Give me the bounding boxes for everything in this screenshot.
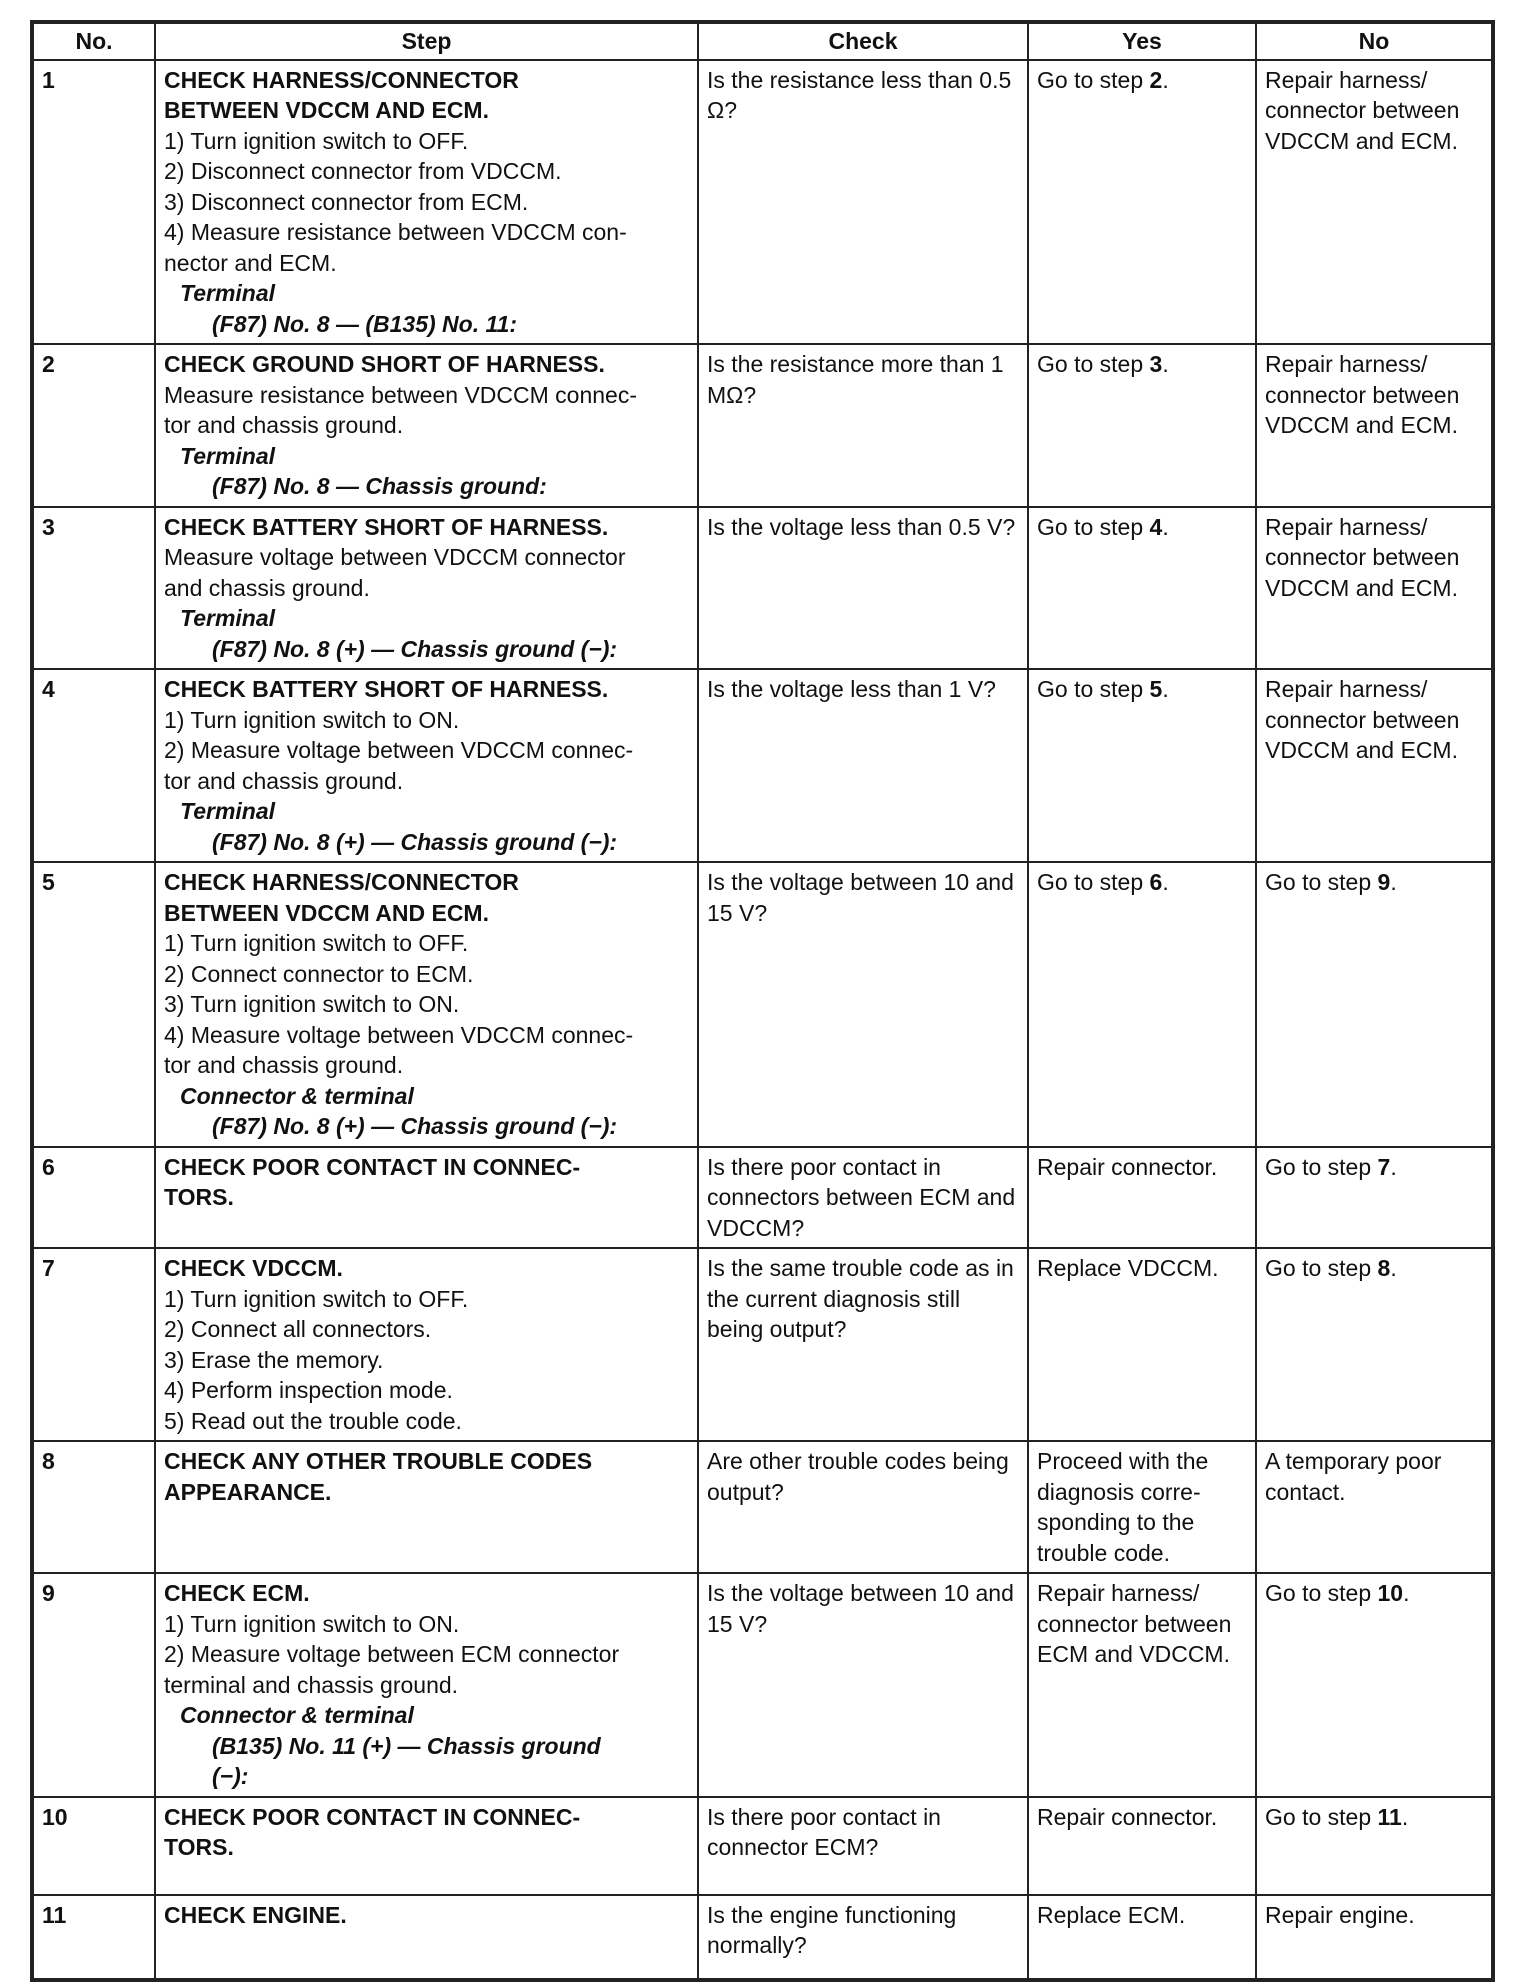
header-check: Check <box>698 22 1028 60</box>
step-cell <box>155 1573 698 1797</box>
terminal-spec: (F87) No. 8 (+) — Chassis ground (−): <box>212 635 618 662</box>
yes-text: Go to step <box>1037 513 1150 540</box>
step-cell <box>155 1441 698 1573</box>
step-title: CHECK ECM. <box>164 1580 310 1606</box>
no-cell <box>1256 1248 1493 1441</box>
step-instruction: tor and chassis ground. <box>164 767 404 794</box>
step-instruction: 2) Disconnect connector from VDCCM. <box>164 158 562 184</box>
no-cell <box>1256 669 1493 862</box>
step-instruction: and chassis ground. <box>164 574 370 601</box>
no-period: . <box>1401 1803 1409 1830</box>
no-text: Repair engine. <box>1265 1901 1415 1928</box>
step-instruction: 1) Turn ignition switch to OFF. <box>164 930 469 956</box>
step-instruction: 2) Connect connector to ECM. <box>164 960 474 987</box>
header-no: No. <box>32 22 155 60</box>
check-cell: Is there poor contact in connectors between ECM and VDCCM? <box>698 1147 1028 1249</box>
yes-step-number: 4 <box>1149 513 1163 540</box>
terminal-label: Connector & terminal <box>180 1702 414 1728</box>
table-row <box>32 507 1493 670</box>
step-instruction: tor and chassis ground. <box>164 412 404 438</box>
step-title: TORS. <box>164 1834 234 1860</box>
no-cell <box>1256 1441 1493 1573</box>
yes-period: . <box>1162 676 1169 702</box>
table-row <box>32 1147 1493 1249</box>
table-row <box>32 344 1493 507</box>
step-instruction: 4) Perform inspection mode. <box>164 1377 453 1403</box>
step-title: CHECK BATTERY SHORT OF HARNESS. <box>164 513 609 540</box>
step-title: CHECK POOR CONTACT IN CONNEC- <box>164 1153 581 1180</box>
step-instruction: terminal and chassis ground. <box>164 1671 459 1698</box>
no-cell <box>1256 1895 1493 1980</box>
yes-cell <box>1028 1441 1256 1573</box>
no-step-number: 8 <box>1377 1255 1391 1281</box>
no-text: Repair harness/ connector between VDCCM and ECM. <box>1265 676 1460 763</box>
step-title: CHECK HARNESS/CONNECTOR <box>164 869 519 895</box>
no-text: Go to step <box>1265 1803 1378 1830</box>
yes-step-number: 6 <box>1149 869 1163 895</box>
check-cell: Is the voltage between 10 and 15 V? <box>698 1573 1028 1797</box>
table-row <box>32 1797 1493 1895</box>
terminal-spec: (F87) No. 8 — Chassis ground: <box>212 473 547 499</box>
header-row <box>32 22 1493 60</box>
yes-step-number: 3 <box>1149 351 1163 377</box>
step-instruction: 2) Connect all connectors. <box>164 1316 432 1342</box>
step-title: CHECK BATTERY SHORT OF HARNESS. <box>164 676 609 702</box>
step-cell <box>155 1895 698 1980</box>
table-body <box>32 60 1493 1980</box>
row-number: 8 <box>32 1441 155 1573</box>
no-step-number: 9 <box>1377 869 1391 895</box>
table-row <box>32 60 1493 345</box>
yes-cell <box>1028 1248 1256 1441</box>
step-title: TORS. <box>164 1184 234 1210</box>
step-instruction: 3) Erase the memory. <box>164 1346 384 1373</box>
yes-cell <box>1028 1797 1256 1895</box>
step-instruction: Measure resistance between VDCCM connec- <box>164 381 637 408</box>
terminal-spec: (−): <box>212 1763 249 1789</box>
terminal-spec: (F87) No. 8 (+) — Chassis ground (−): <box>212 1113 618 1139</box>
terminal-label: Terminal <box>180 280 276 306</box>
row-number: 7 <box>32 1248 155 1441</box>
diagnostic-table <box>30 20 1495 1982</box>
row-number: 2 <box>32 344 155 507</box>
step-title: CHECK ANY OTHER TROUBLE CODES <box>164 1448 593 1474</box>
no-text: Go to step <box>1265 1255 1378 1281</box>
step-title: APPEARANCE. <box>164 1478 332 1505</box>
no-step-number: 11 <box>1377 1803 1402 1830</box>
yes-period: . <box>1162 513 1169 540</box>
step-instruction: 3) Disconnect connector from ECM. <box>164 188 529 215</box>
no-cell <box>1256 1147 1493 1249</box>
step-title: CHECK GROUND SHORT OF HARNESS. <box>164 351 605 377</box>
header-no-result: No <box>1256 22 1493 60</box>
check-cell: Are other trouble codes being output? <box>698 1441 1028 1573</box>
no-text: Go to step <box>1265 1580 1378 1606</box>
step-instruction: 4) Measure voltage between VDCCM connec- <box>164 1021 634 1048</box>
table-row <box>32 1895 1493 1980</box>
no-period: . <box>1390 1255 1397 1281</box>
step-instruction: 1) Turn ignition switch to OFF. <box>164 127 469 154</box>
step-cell <box>155 60 698 345</box>
step-instruction: Measure voltage between VDCCM connector <box>164 544 626 570</box>
no-cell <box>1256 862 1493 1147</box>
step-instruction: tor and chassis ground. <box>164 1052 404 1078</box>
yes-step-number: 2 <box>1149 66 1163 93</box>
yes-text: Repair connector. <box>1037 1153 1218 1180</box>
table-row <box>32 1441 1493 1573</box>
step-instruction: 2) Measure voltage between VDCCM connec- <box>164 737 634 763</box>
yes-text: Replace ECM. <box>1037 1901 1186 1928</box>
check-cell: Is the voltage less than 1 V? <box>698 669 1028 862</box>
step-cell <box>155 1147 698 1249</box>
yes-cell <box>1028 862 1256 1147</box>
no-text: Go to step <box>1265 869 1378 895</box>
table-row <box>32 1573 1493 1797</box>
step-instruction: 3) Turn ignition switch to ON. <box>164 991 460 1017</box>
terminal-spec: (F87) No. 8 — (B135) No. 11: <box>212 310 518 337</box>
no-text: Go to step <box>1265 1153 1378 1180</box>
yes-period: . <box>1162 869 1169 895</box>
no-text: Repair harness/ connector between VDCCM and ECM. <box>1265 513 1460 601</box>
no-cell <box>1256 507 1493 670</box>
yes-cell <box>1028 1895 1256 1980</box>
no-text: A temporary poor contact. <box>1265 1448 1442 1505</box>
row-number: 4 <box>32 669 155 862</box>
no-period: . <box>1390 869 1397 895</box>
step-cell <box>155 1248 698 1441</box>
no-period: . <box>1403 1580 1410 1606</box>
check-cell: Is the engine functioning normally? <box>698 1895 1028 1980</box>
no-text: Repair harness/ connector between VDCCM and ECM. <box>1265 66 1460 154</box>
check-cell: Is there poor contact in connector ECM? <box>698 1797 1028 1895</box>
step-title: CHECK HARNESS/CONNECTOR <box>164 66 519 93</box>
header-yes: Yes <box>1028 22 1256 60</box>
no-step-number: 10 <box>1377 1580 1404 1606</box>
step-instruction: 1) Turn ignition switch to ON. <box>164 706 460 733</box>
yes-text: Repair connector. <box>1037 1803 1218 1830</box>
step-instruction: 1) Turn ignition switch to OFF. <box>164 1285 469 1312</box>
yes-text: Go to step <box>1037 66 1150 93</box>
row-number: 1 <box>32 60 155 345</box>
yes-step-number: 5 <box>1149 676 1163 702</box>
row-number: 6 <box>32 1147 155 1249</box>
yes-cell <box>1028 1573 1256 1797</box>
table-row <box>32 1248 1493 1441</box>
no-cell <box>1256 1797 1493 1895</box>
yes-cell <box>1028 669 1256 862</box>
no-cell <box>1256 344 1493 507</box>
yes-text: Replace VDCCM. <box>1037 1255 1219 1281</box>
step-title: CHECK VDCCM. <box>164 1255 343 1281</box>
no-cell <box>1256 60 1493 345</box>
step-instruction: 5) Read out the trouble code. <box>164 1407 462 1434</box>
yes-period: . <box>1162 351 1169 377</box>
yes-text: Repair harness/ connector between ECM and VDCCM. <box>1037 1580 1232 1667</box>
yes-text: Go to step <box>1037 869 1150 895</box>
step-instruction: 4) Measure resistance between VDCCM con- <box>164 219 627 245</box>
step-instruction: 2) Measure voltage between ECM connector <box>164 1641 620 1667</box>
step-cell <box>155 669 698 862</box>
yes-text: Proceed with the diagnosis corre- sponding to the trouble code. <box>1037 1448 1209 1566</box>
check-cell: Is the voltage less than 0.5 V? <box>698 507 1028 670</box>
check-cell: Is the resistance less than 0.5 Ω? <box>698 60 1028 345</box>
yes-period: . <box>1162 66 1169 93</box>
row-number: 9 <box>32 1573 155 1797</box>
terminal-label: Connector & terminal <box>180 1082 414 1109</box>
step-cell <box>155 1797 698 1895</box>
yes-text: Go to step <box>1037 676 1150 702</box>
table-row <box>32 862 1493 1147</box>
no-text: Repair harness/ connector between VDCCM and ECM. <box>1265 351 1460 438</box>
no-period: . <box>1390 1153 1397 1180</box>
check-cell: Is the voltage between 10 and 15 V? <box>698 862 1028 1147</box>
step-instruction: 1) Turn ignition switch to ON. <box>164 1610 460 1637</box>
row-number: 10 <box>32 1797 155 1895</box>
table-row <box>32 669 1493 862</box>
step-title: BETWEEN VDCCM AND ECM. <box>164 899 489 926</box>
check-cell: Is the resistance more than 1 MΩ? <box>698 344 1028 507</box>
step-title: CHECK POOR CONTACT IN CONNEC- <box>164 1803 581 1830</box>
step-title: CHECK ENGINE. <box>164 1901 347 1928</box>
step-cell <box>155 862 698 1147</box>
step-title: BETWEEN VDCCM AND ECM. <box>164 97 489 123</box>
terminal-label: Terminal <box>180 798 276 824</box>
no-cell <box>1256 1573 1493 1797</box>
step-instruction: nector and ECM. <box>164 249 337 276</box>
yes-cell <box>1028 60 1256 345</box>
header-step: Step <box>155 22 698 60</box>
no-step-number: 7 <box>1377 1153 1391 1180</box>
row-number: 3 <box>32 507 155 670</box>
terminal-label: Terminal <box>180 605 276 631</box>
check-cell: Is the same trouble code as in the current diagnosis still being output? <box>698 1248 1028 1441</box>
row-number: 11 <box>32 1895 155 1980</box>
yes-cell <box>1028 1147 1256 1249</box>
step-cell <box>155 344 698 507</box>
step-cell <box>155 507 698 670</box>
row-number: 5 <box>32 862 155 1147</box>
yes-text: Go to step <box>1037 351 1150 377</box>
terminal-label: Terminal <box>180 442 276 469</box>
terminal-spec: (F87) No. 8 (+) — Chassis ground (−): <box>212 828 618 855</box>
yes-cell <box>1028 507 1256 670</box>
terminal-spec: (B135) No. 11 (+) — Chassis ground <box>212 1732 601 1759</box>
yes-cell <box>1028 344 1256 507</box>
